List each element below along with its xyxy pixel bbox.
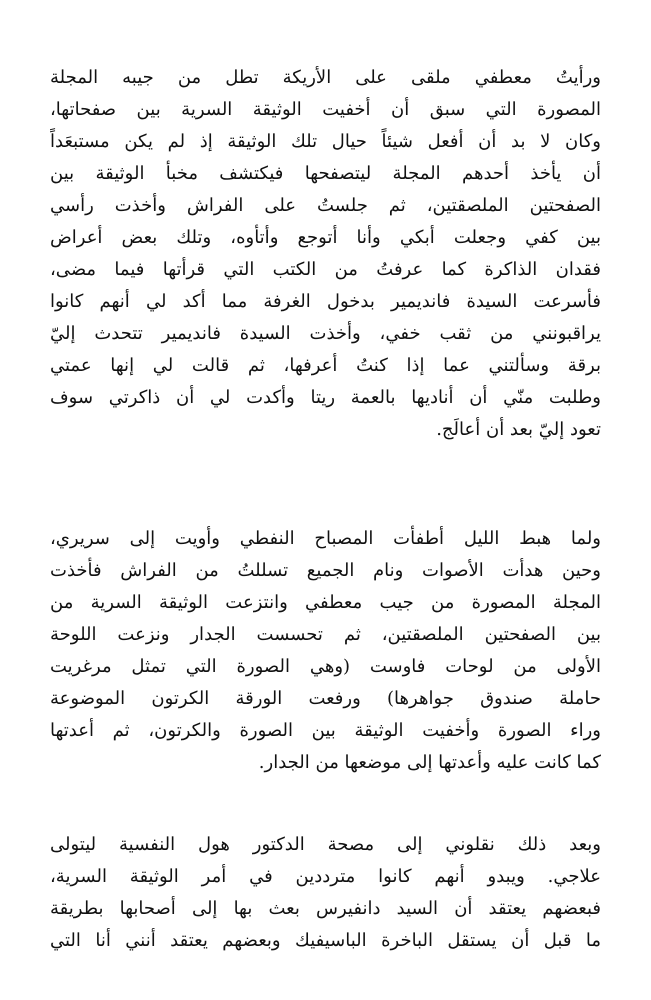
text-line: فبعضهم يعتقد أن السيد دانفيرس بعث بها إلى أصحابها بطريقة (50, 898, 601, 919)
text-line: يراقبونني من ثقب خفي، وأخذت السيدة فانديمير تتحدث إليّ (50, 323, 601, 344)
text-line: ورأيتُ معطفي ملقى على الأريكة تطل من جيبه المجلة (50, 67, 601, 88)
text-line: علاجي. ويبدو أنهم كانوا مترددين في أمر الوثيقة السرية، (50, 866, 601, 887)
paragraph (50, 523, 601, 779)
text-line: فأسرعت السيدة فانديمير بدخول الغرفة مما أكد لي أنهم كانوا (50, 291, 601, 312)
text-line: كما كانت عليه وأعدتها إلى موضعها من الجدار. (258, 752, 601, 773)
text-line: وراء الصورة وأخفيت الوثيقة بين الصورة والكرتون، ثم أعدتها (50, 720, 601, 741)
paragraph (50, 829, 601, 957)
text-line: فقدان الذاكرة كما عرفتُ من الكتب التي قرأتها فيما مضى، (50, 259, 601, 280)
text-line: وطلبت منّي أن أناديها بالعمة ريتا وأكدت لي أن ذاكرتي سوف (50, 387, 601, 408)
text-line: وحين هدأت الأصوات ونام الجميع تسللتُ من الفراش فأخذت (50, 560, 601, 581)
text-line: المجلة المصورة من جيب معطفي وانتزعت الوثيقة السرية من (50, 592, 601, 613)
text-line: بين الصفحتين الملصقتين، ثم تحسست الجدار ونزعت اللوحة (50, 624, 601, 645)
text-line: وبعد ذلك نقلوني إلى مصحة الدكتور هول النفسية ليتولى (50, 834, 601, 855)
text-line: بين كفي وجعلت أبكي وأنا أتوجع وأتأوه، وتلك بعض أعراض (50, 227, 601, 248)
paragraph (50, 62, 601, 446)
text-line: حاملة صندوق جواهرها) ورفعت الورقة الكرتون الموضوعة (50, 688, 601, 709)
text-line: أن يأخذ أحدهم المجلة ليتصفحها فيكتشف مخبأ الوثيقة بين (50, 163, 601, 184)
text-line: وكان لا بد أن أفعل شيئاً حيال تلك الوثيقة إذ لم يكن مستبعَداً (50, 131, 601, 152)
text-line: الصفحتين الملصقتين، ثم جلستُ على الفراش وأخذت رأسي (50, 195, 601, 216)
text-line: الأولى من لوحات فاوست (وهي الصورة التي تمثل مرغريت (50, 656, 601, 677)
text-line: المصورة التي سبق أن أخفيت الوثيقة السرية بين صفحاتها، (50, 99, 601, 120)
text-line: ولما هبط الليل أطفأت المصباح النفطي وأويت إلى سريري، (50, 528, 601, 549)
text-line: تعود إليّ بعد أن أعالَج. (436, 419, 601, 440)
text-line: برقة وسألتني عما إذا كنتُ أعرفها، ثم قالت لي إنها عمتي (50, 355, 601, 376)
text-line: ما قبل أن يستقل الباخرة الباسيفيك وبعضهم يعتقد أنني أنا التي (50, 930, 601, 951)
